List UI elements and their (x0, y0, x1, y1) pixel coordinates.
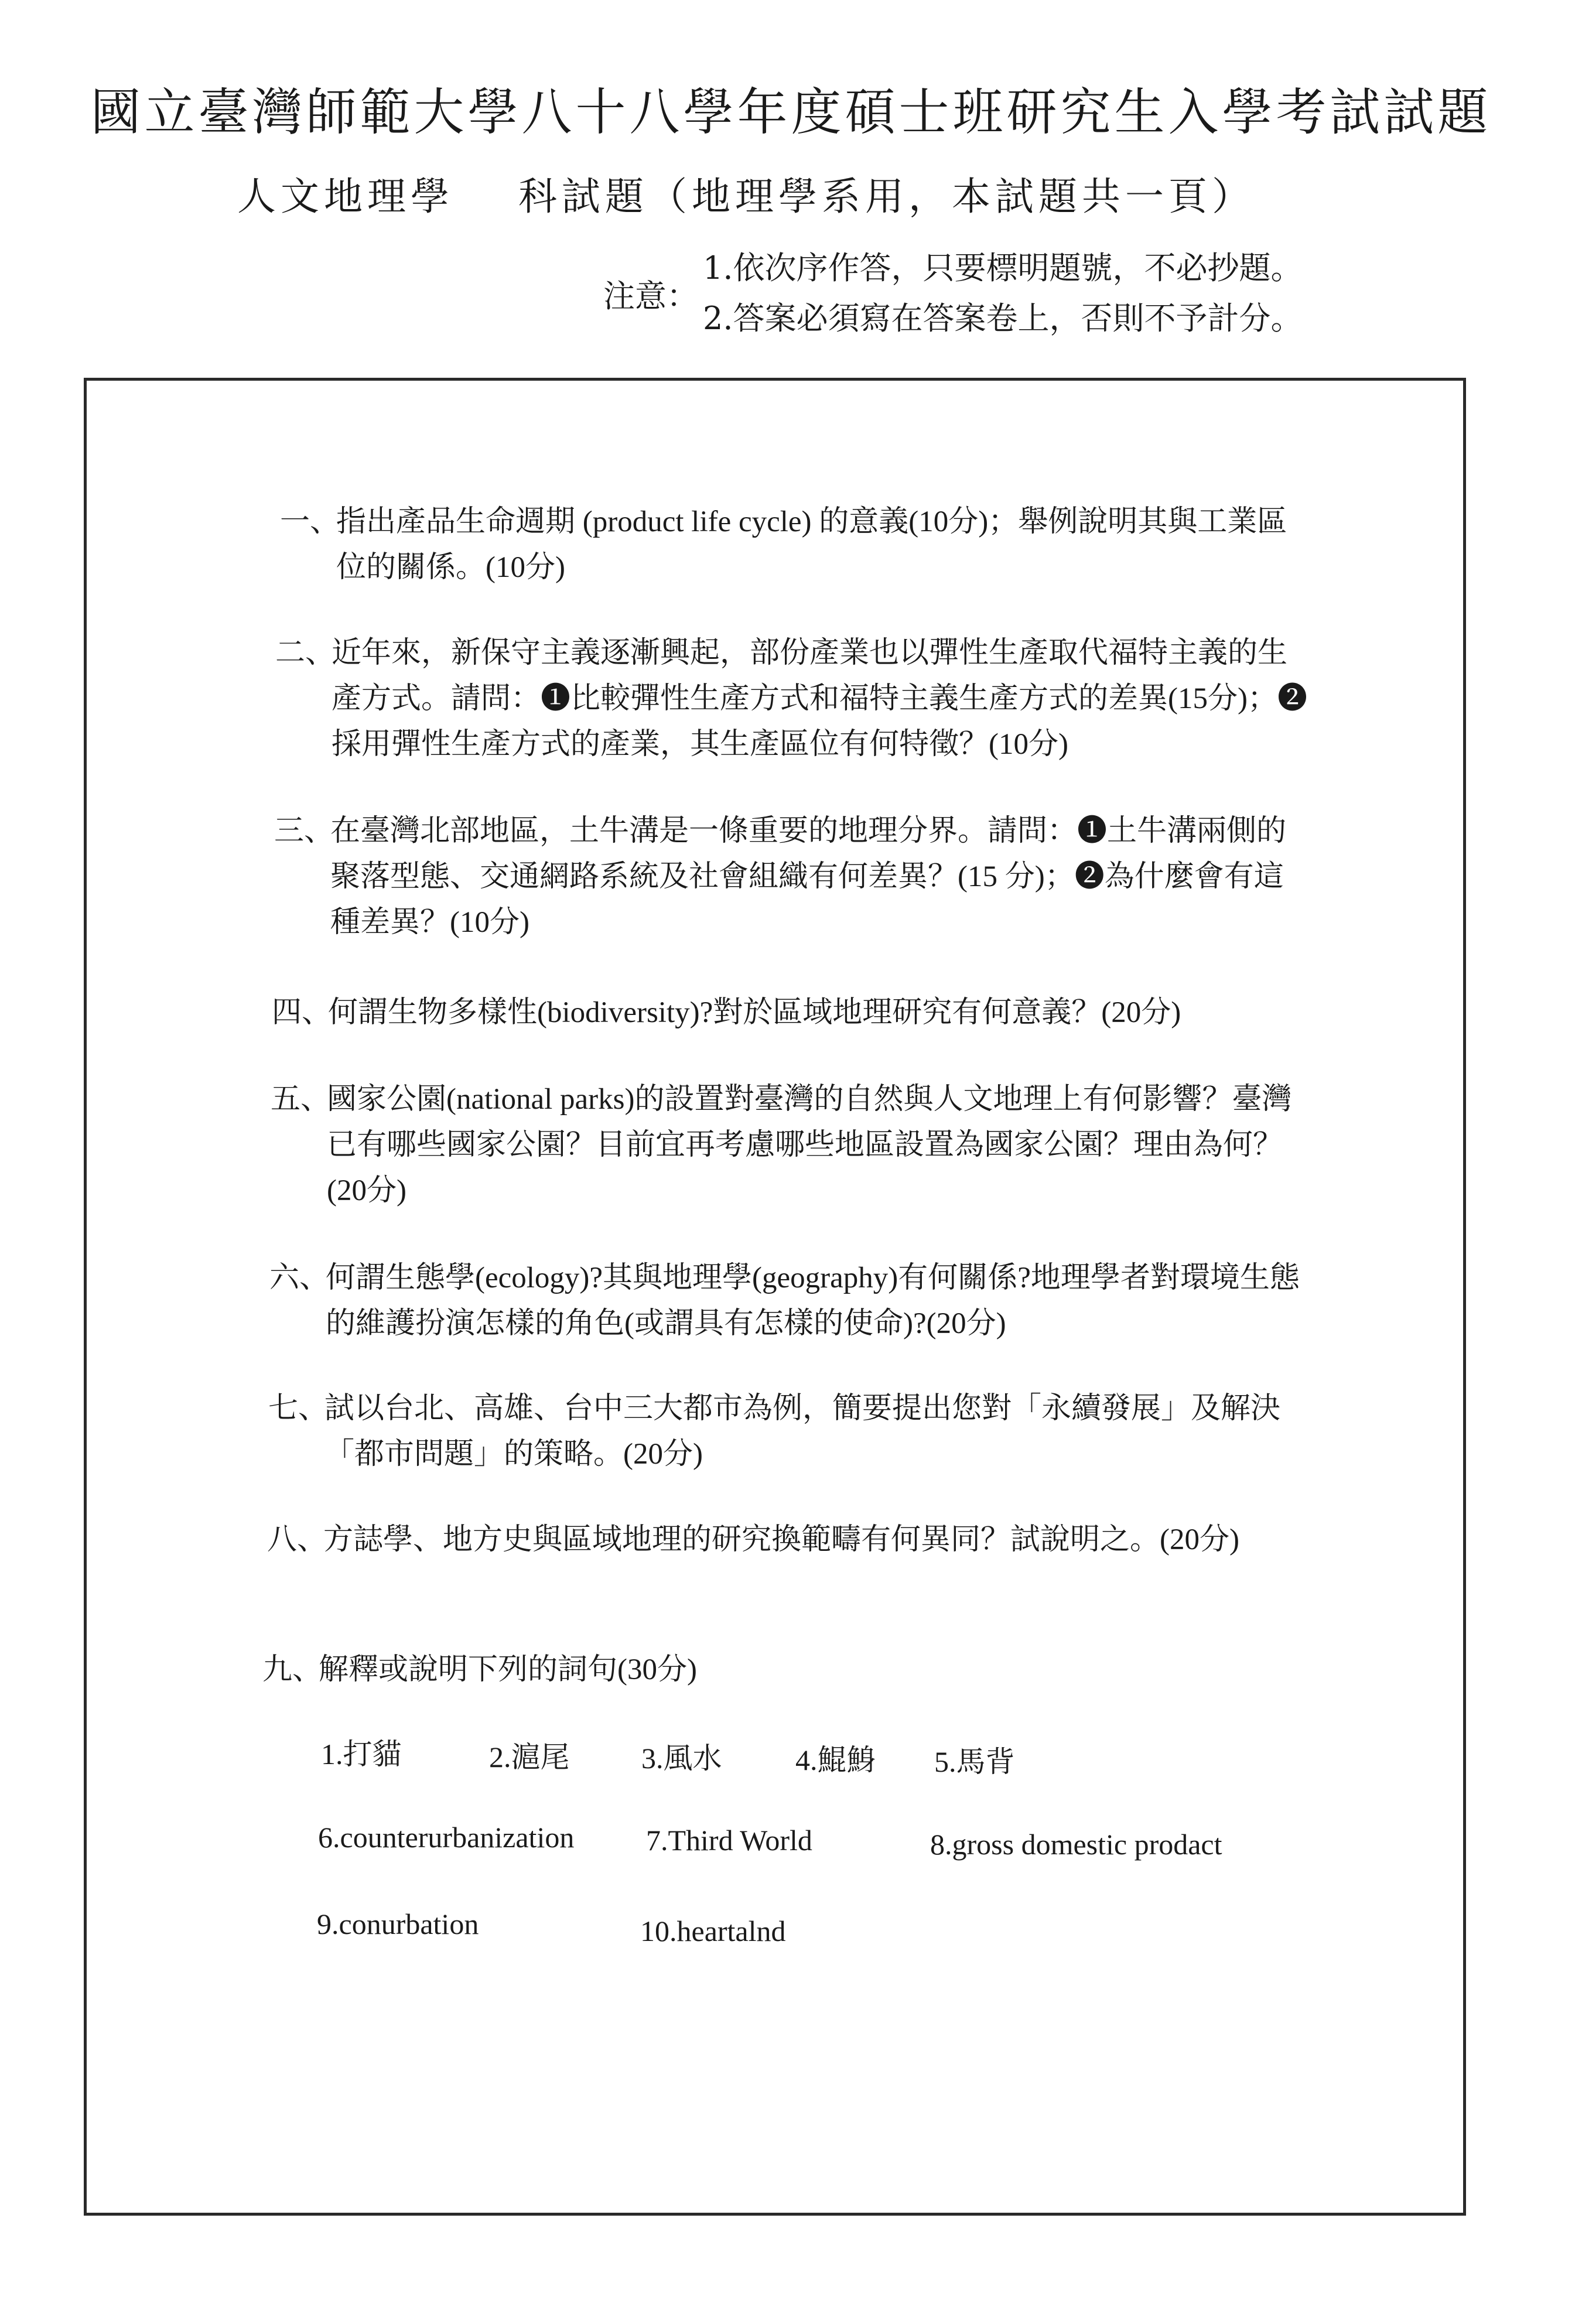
term-item: 9.conurbation (317, 1908, 479, 1940)
question-number: 三、 (274, 815, 334, 847)
question-line: (20分) (327, 1174, 406, 1207)
note-item: 1.依次序作答，只要標明題號，不必抄題。 (703, 250, 1303, 286)
question-line: 何謂生態學(ecology)?其與地理學(geography)有何關係?地理學者對環境生態 (326, 1262, 1300, 1294)
question-number: 六、 (269, 1262, 330, 1294)
question-number: 八、 (267, 1523, 327, 1556)
term-item: 10.heartalnd (640, 1915, 786, 1947)
exam-subtitle (237, 165, 1255, 221)
question-line: 在臺灣北部地區，土牛溝是一條重要的地理分界。請問：❶土牛溝兩側的 (330, 815, 1287, 847)
term-item: 7.Third World (646, 1824, 812, 1857)
question-line: 指出產品生命週期 (product life cycle) 的意義(10分)；舉例說明其與工業區 (336, 505, 1287, 538)
question-line: 已有哪些國家公園？目前宜再考慮哪些地區設置為國家公園？理由為何？ (327, 1129, 1283, 1161)
term-item: 8.gross domestic prodact (930, 1828, 1222, 1861)
subject-suffix: 科試題（地理學系用，本試題共一頁） (518, 174, 1255, 219)
question-number: 四、 (272, 996, 332, 1029)
question-8 (267, 1517, 1239, 1563)
question-number: 一、 (280, 505, 340, 538)
question-2 (275, 630, 1307, 767)
question-1 (280, 499, 1287, 590)
question-number: 九、 (262, 1653, 323, 1686)
question-line: 方誌學、地方史與區域地理的研究換範疇有何異同？試說明之。(20分) (323, 1523, 1239, 1556)
term-item: 6.counterurbanization (318, 1821, 575, 1854)
term-item: 4.鯤鯓 (795, 1744, 876, 1776)
term-item: 5.馬背 (934, 1745, 1015, 1778)
question-4 (272, 990, 1181, 1035)
notes-list (703, 243, 1303, 344)
question-7 (268, 1386, 1280, 1477)
question-9 (262, 1647, 697, 1693)
note-item: 2.答案必須寫在答案卷上，否則不予計分。 (703, 300, 1303, 337)
subject-name: 人文地理學 (237, 174, 454, 219)
question-line: 解釋或說明下列的詞句(30分) (319, 1653, 697, 1686)
question-5 (271, 1076, 1291, 1214)
exam-notes (603, 243, 1303, 344)
question-line: 近年來，新保守主義逐漸興起，部份產業也以彈性生產取代福特主義的生 (332, 637, 1288, 669)
question-number: 二、 (275, 637, 336, 669)
question-line: 「都市問題」的策略。(20分) (324, 1438, 703, 1471)
question-line: 何謂生物多樣性(biodiversity)?對於區域地理研究有何意義？(20分) (328, 996, 1181, 1029)
term-item: 2.滬尾 (489, 1741, 570, 1773)
question-6 (269, 1255, 1300, 1346)
question-line: 種差異？(10分) (330, 906, 529, 939)
question-line: 採用彈性生產方式的產業，其生產區位有何特徵？(10分) (332, 728, 1068, 761)
question-line: 試以台北、高雄、台中三大都市為例，簡要提出您對「永續發展」及解決 (324, 1392, 1281, 1425)
term-item: 1.打貓 (321, 1738, 402, 1771)
question-number: 七、 (268, 1392, 329, 1425)
question-line: 國家公園(national parks)的設置對臺灣的自然與人文地理上有何影響？臺灣 (327, 1083, 1292, 1116)
question-line: 產方式。請問：❶比較彈性生產方式和福特主義生產方式的差異(15分)；❷ (332, 682, 1307, 715)
question-line: 的維護扮演怎樣的角色(或謂具有怎樣的使命)?(20分) (326, 1307, 1006, 1340)
term-item: 3.風水 (641, 1742, 722, 1775)
question-3 (274, 808, 1286, 945)
question-number: 五、 (271, 1083, 331, 1116)
question-line: 聚落型態、交通網路系統及社會組織有何差異？(15 分)；❷為什麼會有這 (330, 860, 1284, 893)
exam-title: 國立臺灣師範大學八十八學年度碩士班研究生入學考試試題 (90, 83, 1492, 142)
question-line: 位的關係。(10分) (336, 551, 565, 584)
notes-label: 注意： (603, 277, 698, 315)
